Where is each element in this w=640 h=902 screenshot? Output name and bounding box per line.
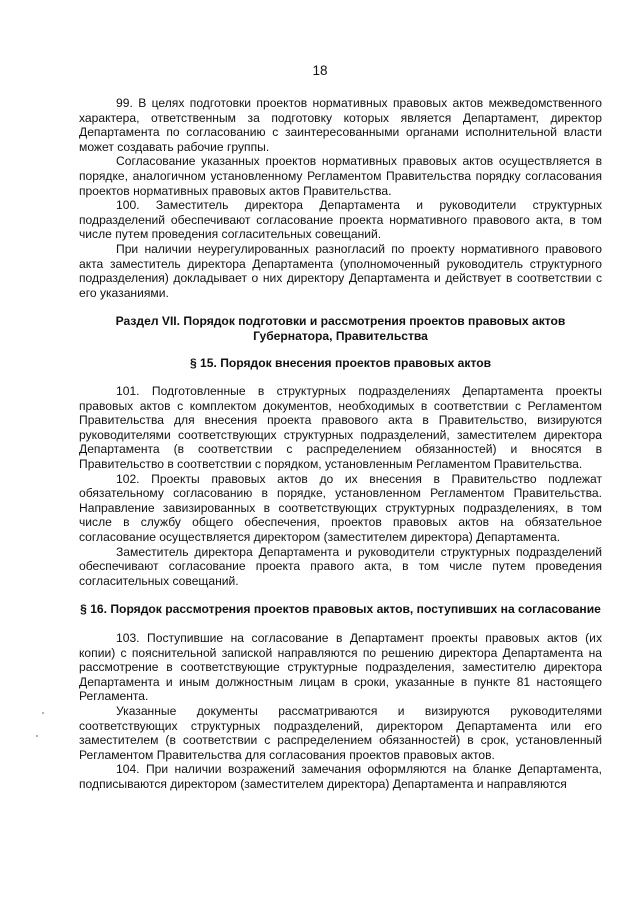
paragraph-100-continued: При наличии неурегулированных разногласий по проекту нормативного правового акта заместитель директора Департамента (уполномоченный руководитель структурного подразделения) докладывает о них директору Департамента и действует в соответствии с его указаниями. <box>79 241 602 300</box>
paragraph-99-continued: Согласование указанных проектов нормативных правовых актов осуществляется в порядке, аналогичном установленному Регламентом Правительства порядку согласования проектов нормативных правовых актов Правительства. <box>79 154 602 198</box>
paragraph-102: 102. Проекты правовых актов до их внесения в Правительство подлежат обязательному согласованию в порядке, установленном Регламентом Правительства. Направление завизированных в соответствующих структурных подразделениях, в том числе в службу общего обеспечения, проектов правовых актов на обязательное согласование осуществляется директором (заместителем директора) Департамента. <box>79 471 602 545</box>
paragraph-103: 103. Поступившие на согласование в Департамент проекты правовых актов (их копии) с пояснительной запиской направляются по решению директора Департамента на рассмотрение в соответствующие структурные подразделения, заместителю директора Департамента и иным должностным лицам в сроки, указанные в пункте 81 настоящего Регламента. <box>79 631 602 704</box>
page-number: 18 <box>312 63 328 78</box>
paragraph-101: 101. Подготовленные в структурных подразделениях Департамента проекты правовых актов с комплектом документов, необходимых в соответствии с Регламентом Правительства для внесения проекта правового акта в Правительство, визируются руководителями соответствующих структурных подразделений, заместителем директора Департамента (в соответствии с распределением обязанностей) и вносятся в Правительство в соответствии с порядком, установленным Регламентом Правительства. <box>79 384 602 472</box>
spacer <box>79 370 602 384</box>
scan-speck <box>42 712 44 714</box>
paragraph-99: 99. В целях подготовки проектов нормативных правовых актов межведомственного характера, ответственным за подготовку которых является Департамент, директор Департамента по согласованию с заинтересованными органами исполнительной власти может создавать рабочие группы. <box>79 96 602 154</box>
subsection-heading-16: § 16. Порядок рассмотрения проектов правовых актов, поступивших на согласование <box>80 602 601 617</box>
page-body <box>79 96 602 792</box>
paragraph-104: 104. При наличии возражений замечания оформляются на бланке Департамента, подписываются директором (заместителем директора) Департамента и направляются <box>79 762 602 791</box>
spacer <box>79 344 602 356</box>
paragraph-102-continued: Заместитель директора Департамента и руководители структурных подразделений обеспечивают согласование проекта правого акта, в том числе путем проведения согласительных совещаний. <box>79 544 602 588</box>
spacer <box>79 617 602 631</box>
subsection-heading-15: § 15. Порядок внесения проектов правовых актов <box>189 355 492 370</box>
spacer <box>79 300 602 314</box>
section-heading-vii: Раздел VII. Порядок подготовки и рассмотрения проектов правовых актов Губернатора, Правительства <box>115 314 566 343</box>
paragraph-100: 100. Заместитель директора Департамента и руководители структурных подразделений обеспечивают согласование проекта нормативного правового акта, в том числе путем проведения согласительных совещаний. <box>79 198 602 242</box>
scan-speck <box>36 735 38 737</box>
paragraph-103-continued: Указанные документы рассматриваются и визируются руководителями соответствующих структурных подразделений, директором Департамента или его заместителем (в соответствии с распределением обязанностей) в срок, установленный Регламентом Правительства для согласования проектов правовых актов. <box>79 703 602 762</box>
spacer <box>79 588 602 602</box>
